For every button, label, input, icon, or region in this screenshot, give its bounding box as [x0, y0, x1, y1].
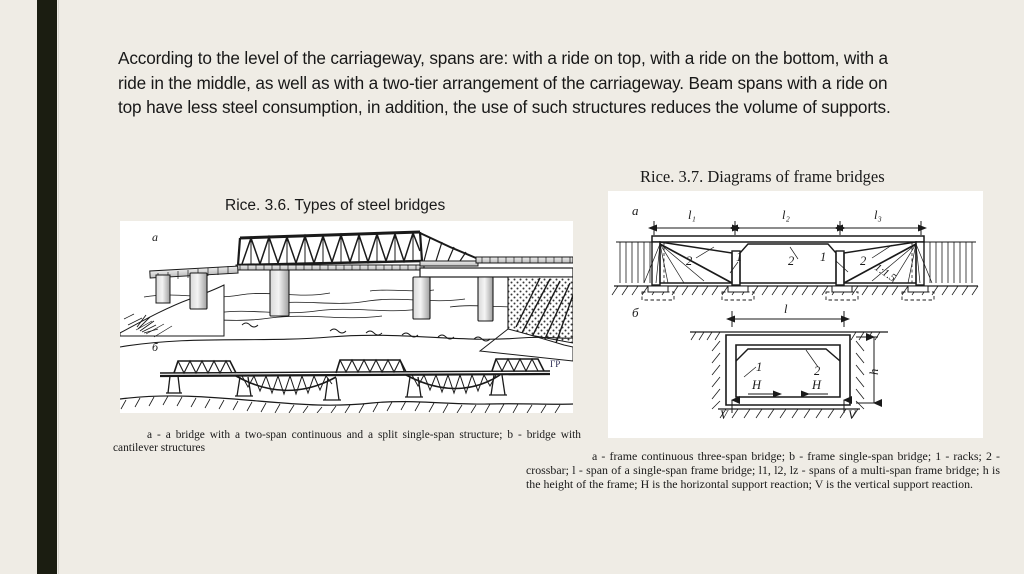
pier-1 [190, 273, 207, 309]
figure-frame-bridges [608, 191, 983, 438]
figure-left-title: Rice. 3.6. Types of steel bridges [225, 197, 446, 214]
panel-label-a-right: а [632, 203, 639, 218]
rail-mark-label: ГР [550, 359, 561, 369]
callout-2-right: 2 [860, 254, 867, 268]
steel-bridges-drawing [120, 221, 573, 413]
callout-1-b: 1 [756, 360, 763, 374]
reaction-H-left: H [752, 378, 762, 392]
callout-1-left: 1 [736, 250, 743, 264]
callout-2-b: 2 [814, 364, 821, 378]
panel-label-b-right: б [632, 305, 639, 320]
height-label-h: h [867, 368, 881, 375]
panel-label-b-left: б [152, 340, 159, 354]
figure-steel-bridges [120, 221, 573, 413]
slope-ratio-label: 1:1.5 [872, 261, 899, 285]
span-label-l2: l₂ [782, 208, 790, 222]
body-paragraph: According to the level of the carriageway, spans are: with a ride on top, with a ride on the bottom, with a ride in the middle, as well as with a two-tier arrangement of the carriageway. Beam spans with a ride on top have less steel consumption, in addition, the use of such structures reduces the volume of supports. [118, 48, 891, 118]
callout-2-middle: 2 [788, 254, 795, 268]
panel-label-a-left: а [152, 230, 158, 244]
pier-2 [270, 270, 289, 316]
figure-right-caption: a - frame continuous three-span bridge; b - frame single-span bridge; 1 - racks; 2 - crossbar; l - span of a single-span frame bridge; l1, l2, lz - spans of a multi-span frame bridge; h is the height of the frame; H is the horizontal support reaction; V is the vertical support reaction. [526, 449, 1000, 492]
figure-right-title: Rice. 3.7. Diagrams of frame bridges [640, 167, 885, 186]
reaction-H-right: H [812, 378, 822, 392]
figure-left-caption: a - a bridge with a two-span continuous and a split single-span structure; b - bridge with cantilever structures [113, 429, 581, 455]
pier-3 [413, 277, 430, 319]
span-label-l: l [784, 302, 788, 316]
callout-1-right: 1 [820, 250, 827, 264]
span-label-l1: l₁ [688, 208, 696, 222]
left-accent-bar [37, 0, 57, 574]
reaction-V-left: V [720, 408, 728, 422]
callout-2-left: 2 [686, 254, 693, 268]
left-accent-hairline [58, 0, 59, 574]
frame-bridges-drawing [608, 191, 983, 438]
continuous-deck [652, 236, 924, 242]
reaction-V-right: V [848, 408, 856, 422]
pier-4 [478, 277, 493, 321]
span-label-l3: l₃ [874, 208, 882, 222]
abutment-left [156, 275, 170, 303]
